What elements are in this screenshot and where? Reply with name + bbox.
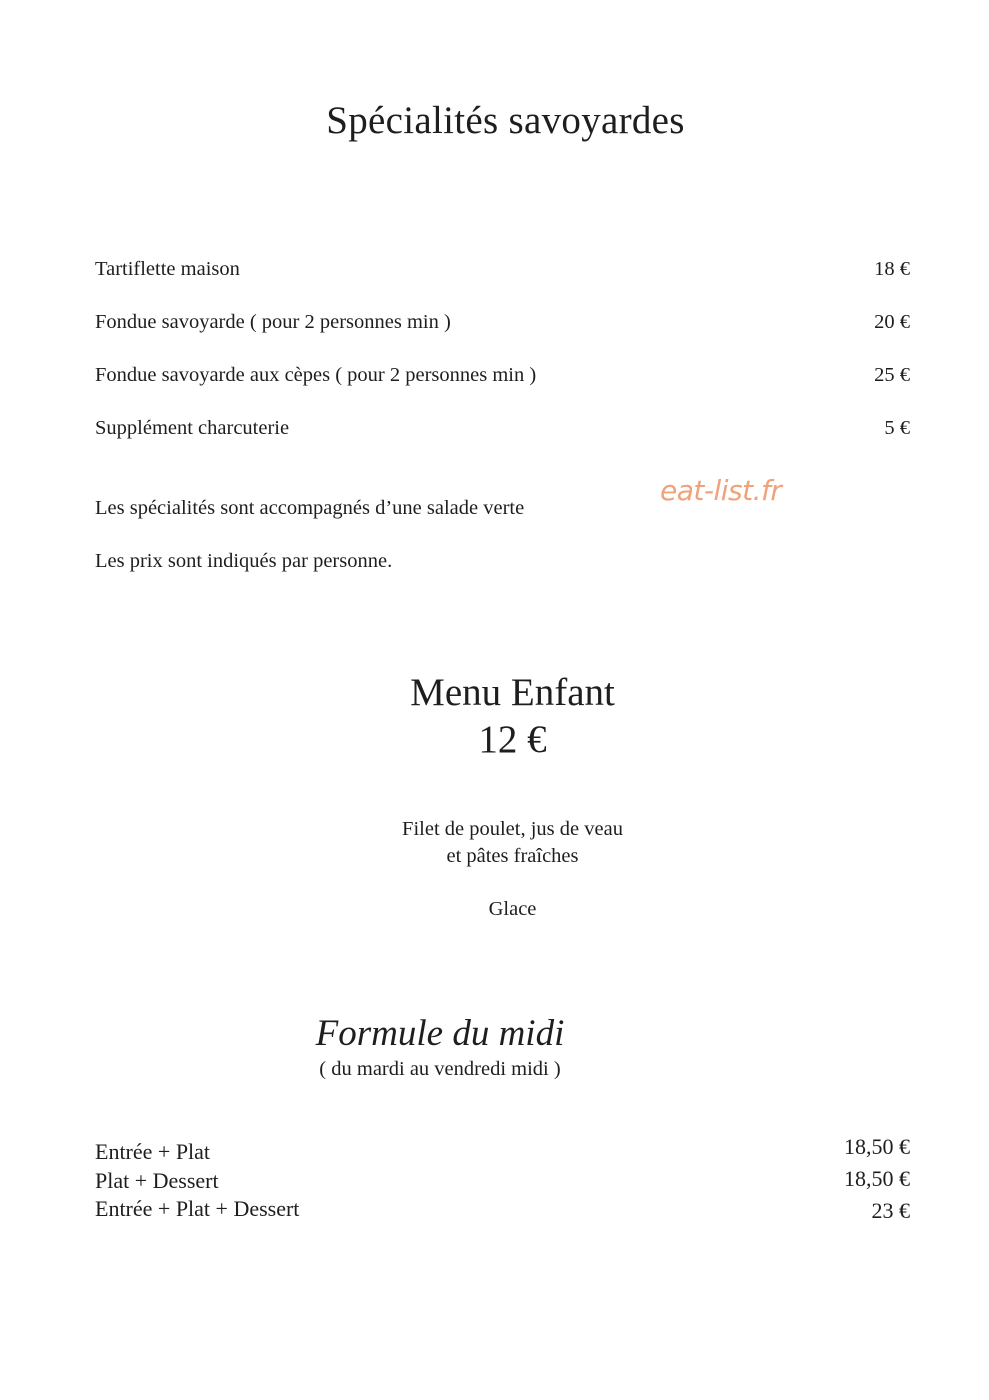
menu-item-name: Tartiflette maison — [95, 258, 240, 280]
kids-dish-line: et pâtes fraîches — [446, 845, 579, 867]
formule-price: 18,50 € — [844, 1166, 910, 1191]
formule-row — [95, 1167, 910, 1195]
kids-dish-line: Filet de poulet, jus de veau — [402, 818, 623, 840]
formule-subtitle: ( du mardi au vendredi midi ) — [319, 1058, 561, 1080]
menu-item-name: Fondue savoyarde ( pour 2 personnes min ) — [95, 311, 451, 333]
menu-item-row — [95, 309, 910, 335]
formule-price: 23 € — [871, 1198, 910, 1223]
salad-note: Les spécialités sont accompagnés d’une salade verte — [95, 497, 525, 519]
formule-name: Plat + Dessert — [95, 1168, 219, 1193]
watermark: eat-list.fr — [660, 474, 782, 507]
formule-row — [95, 1134, 910, 1166]
price-note: Les prix sont indiqués par personne. — [95, 550, 393, 572]
menu-item-price: 20 € — [874, 311, 910, 333]
menu-item-row — [95, 256, 910, 282]
menu-item-price: 5 € — [884, 417, 910, 439]
formule-row — [95, 1195, 910, 1223]
menu-item-name: Fondue savoyarde aux cèpes ( pour 2 personnes min ) — [95, 364, 537, 386]
specialites-title: Spécialités savoyardes — [326, 99, 685, 142]
menu-item-row — [95, 415, 910, 441]
menu-enfant-price: 12 € — [478, 718, 547, 761]
formule-name: Entrée + Plat + Dessert — [95, 1196, 300, 1221]
formule-price: 18,50 € — [844, 1134, 910, 1159]
menu-item-row — [95, 362, 910, 388]
formule-name: Entrée + Plat — [95, 1139, 211, 1164]
menu-item-price: 18 € — [874, 258, 910, 280]
formule-title: Formule du midi — [315, 1013, 565, 1054]
menu-enfant-title: Menu Enfant — [410, 671, 615, 714]
kids-dessert-line: Glace — [488, 898, 537, 920]
menu-item-price: 25 € — [874, 364, 910, 386]
menu-item-name: Supplément charcuterie — [95, 417, 290, 439]
